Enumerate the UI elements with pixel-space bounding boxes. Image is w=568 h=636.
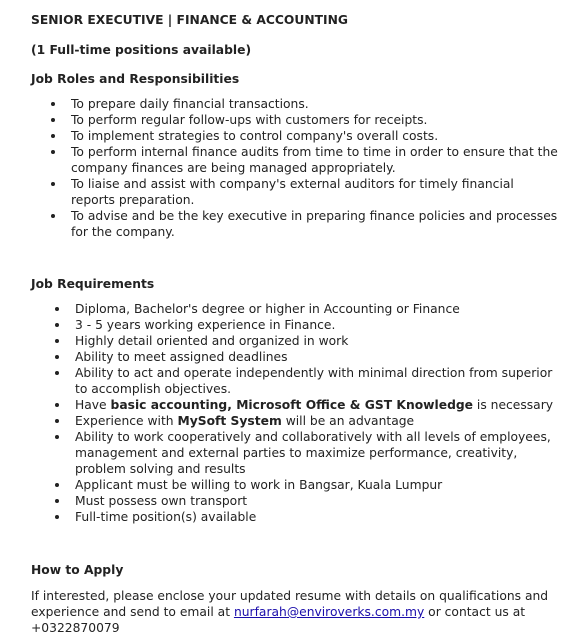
list-item: To perform regular follow-ups with customers for receipts. (31, 112, 561, 128)
apply-text-intro: If interested, please enclose your updated resume with details on qualifications and experience and send to email at (31, 589, 549, 619)
positions-available: (1 Full-time positions available) (31, 43, 252, 57)
list-item (31, 413, 561, 429)
apply-text (31, 588, 561, 636)
apply-text-contact: or contact us at (424, 605, 526, 619)
item-text: Experience with (75, 414, 178, 428)
list-item: Ability to meet assigned deadlines (31, 349, 561, 365)
list-item: To perform internal finance audits from time to time in order to ensure that the company finances are being managed appropriately. (31, 144, 561, 176)
phone-number: +0322870079 (31, 621, 120, 635)
list-item: Diploma, Bachelor's degree or higher in Accounting or Finance (31, 301, 561, 317)
list-item: To liaise and assist with company's external auditors for timely financial reports preparation. (31, 176, 561, 208)
list-item: Full-time position(s) available (31, 509, 561, 525)
item-text: will be an advantage (281, 414, 415, 428)
page-title: SENIOR EXECUTIVE | FINANCE & ACCOUNTING (31, 13, 348, 27)
list-item: To advise and be the key executive in preparing finance policies and processes for the company. (31, 208, 561, 240)
list-item (31, 397, 561, 413)
requirements-heading: Job Requirements (31, 277, 155, 291)
item-text: Have (75, 398, 111, 412)
roles-heading: Job Roles and Responsibilities (31, 72, 240, 86)
list-item: Ability to work cooperatively and collaboratively with all levels of employees, management and external parties to maximize performance, creativity, problem solving and results (31, 429, 561, 477)
item-emphasis: MySoft System (177, 414, 282, 428)
requirements-list (31, 301, 561, 525)
list-item: Applicant must be willing to work in Bangsar, Kuala Lumpur (31, 477, 561, 493)
apply-heading: How to Apply (31, 563, 124, 577)
list-item: Must possess own transport (31, 493, 561, 509)
email-link[interactable]: nurfarah@enviroverks.com.my (233, 605, 425, 619)
list-item: 3 - 5 years working experience in Finance. (31, 317, 561, 333)
list-item: Highly detail oriented and organized in work (31, 333, 561, 349)
list-item: To implement strategies to control company's overall costs. (31, 128, 561, 144)
roles-list (31, 96, 561, 240)
job-posting (31, 12, 561, 636)
list-item: Ability to act and operate independently with minimal direction from superior to accomplish objectives. (31, 365, 561, 397)
item-text: is necessary (473, 398, 554, 412)
list-item: To prepare daily financial transactions. (31, 96, 561, 112)
item-emphasis: basic accounting, Microsoft Office & GST Knowledge (110, 398, 474, 412)
